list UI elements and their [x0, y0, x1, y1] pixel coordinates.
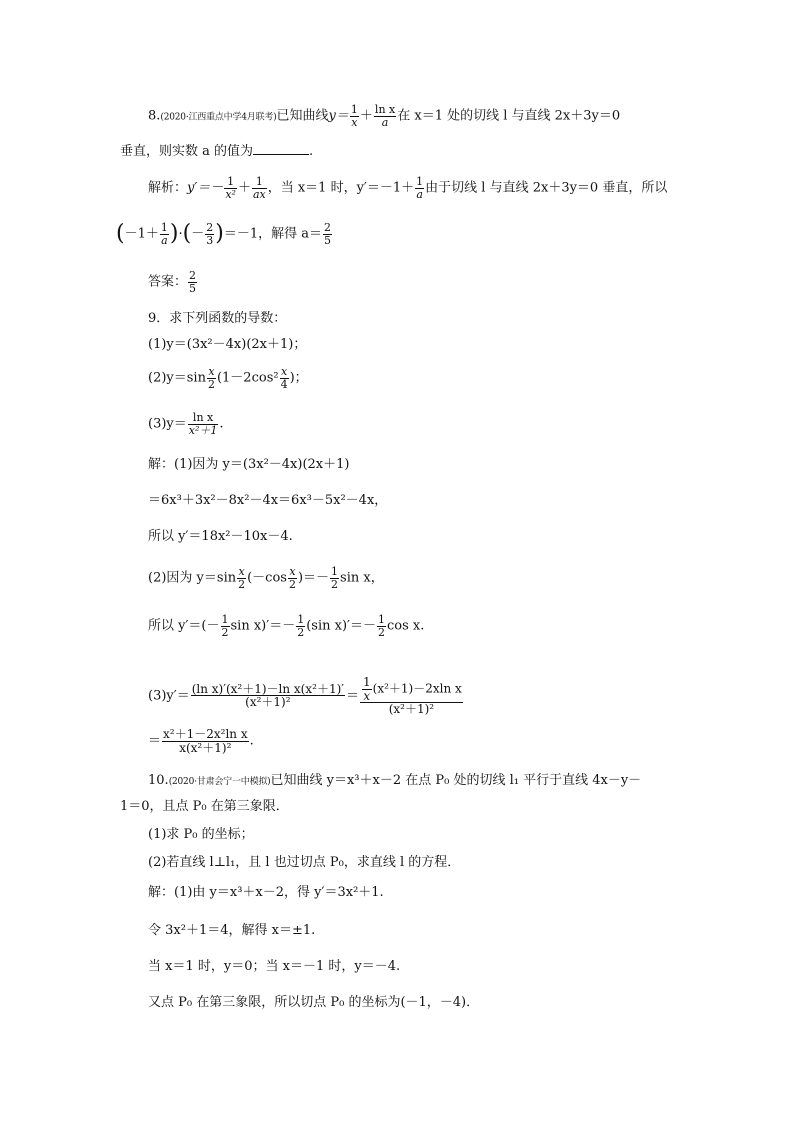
fraction: $\frac{\text{ln x}}{\text{x²＋1}}$ [188, 411, 218, 437]
problem-9-part3 [148, 412, 224, 436]
problem-text: (3)y＝ [148, 416, 187, 432]
problem-9-solution-1c: 所以 y′＝18x²－10x－4. [148, 529, 293, 544]
solution-text: )＝－ [297, 570, 330, 586]
problem-text: (2)y＝sin [148, 370, 206, 386]
problem-9-solution-2a [148, 566, 384, 590]
fraction: $\frac{\text{x²＋1－2x²ln x}}{\text{x(x²＋1)²}}$ [163, 727, 248, 755]
solution-text: sin x)′＝－ [230, 618, 296, 634]
stem-text: 在 x＝1 处的切线 l 与直线 2x＋3y＝0 [397, 108, 621, 124]
stem-text: y＝ [328, 108, 349, 124]
fraction: $\frac{1}{2}$ [331, 565, 339, 591]
solution-text: (3)y′＝ [148, 688, 190, 704]
problem-9-solution-1b: ＝6x³＋3x²－8x²－4x＝6x³－5x²－4x， [148, 493, 388, 508]
problem-9-part2 [148, 366, 308, 390]
problem-9-part1: (1)y＝(3x²－4x)(2x＋1)； [148, 337, 307, 352]
solution-text: · [178, 226, 183, 242]
solution-text: ＝ [148, 733, 162, 749]
solution-text: ，当 x＝1 时，y′＝－1＋ [267, 180, 415, 196]
problem-text: . [219, 416, 224, 432]
problem-9-solution-1a: 解：(1)因为 y＝(3x²－4x)(2x＋1) [148, 457, 350, 472]
stem-text: ＋ [359, 108, 373, 124]
stem-text: 已知曲线 y＝x³＋x－2 在点 P₀ 处的切线 l₁ 平行于直线 4x－y－ [270, 773, 642, 788]
fraction: $\frac{1}{x}$ [350, 103, 358, 129]
stem-text: . [309, 144, 314, 159]
problem-text: (1－2cos² [216, 370, 279, 386]
solution-text: cos x. [386, 618, 425, 634]
fraction: $\frac{1}{2}$ [221, 613, 229, 639]
fraction: $\frac{1}{a}$ [160, 221, 168, 247]
fraction: $\frac{1}{ax}$ [252, 175, 266, 201]
solution-text: . [249, 733, 254, 749]
problem-number: 8. [148, 108, 161, 124]
problem-10-solution-2: 令 3x²＋1＝4，解得 x＝±1. [148, 923, 316, 938]
problem-10-solution-4: 又点 P₀ 在第三象限，所以切点 P₀ 的坐标为(－1，－4)． [148, 995, 480, 1010]
problem-9-solution-2b [148, 614, 424, 638]
solution-text: － [191, 226, 205, 242]
problem-10-solution-3: 当 x＝1 时，y＝0；当 x＝－1 时，y＝－4. [148, 959, 401, 974]
problem-8-solution-line1 [148, 176, 667, 200]
solution-text: ＝－1，解得 a＝ [223, 226, 322, 242]
fraction: $\frac{1}{2}$ [297, 613, 305, 639]
solution-text: －1＋ [124, 226, 159, 242]
problem-9-solution-3a [148, 676, 464, 716]
fraction: $\frac{\text{(ln x)′(x²＋1)－ln x(x²＋1)′}}{\text{(x²＋1)²}}$ [191, 681, 344, 710]
problem-8-answer [148, 270, 198, 294]
problem-source: (2020·江西重点中学4月联考) [160, 112, 277, 123]
fraction: $\frac{1}{2}$ [377, 613, 385, 639]
problem-8-solution-line2: (－1＋ $\frac{1}{a}$ )·(－ $\frac{2}{3}$ )＝－1，解得 a＝ $\frac{2}{5}$ [116, 221, 331, 247]
fraction: $\frac{1}{x}$ (x²＋1)－2xln x (x²＋1)² [360, 676, 463, 716]
stem-text: 垂直，则实数 a 的值为 [120, 144, 254, 159]
fraction: $\frac{2}{5}$ [189, 269, 197, 295]
solution-text: y′＝－ [187, 180, 224, 196]
solution-text: 由于切线 l 与直线 2x＋3y＝0 垂直，所以 [425, 180, 668, 196]
answer-blank [253, 142, 309, 155]
solution-text: sin x， [340, 570, 384, 586]
fraction: $\frac{x}{2}$ [238, 565, 246, 591]
problem-8-stem-line2 [120, 142, 313, 161]
fraction: $\frac{x}{4}$ [280, 365, 288, 391]
problem-10-stem-line1 [148, 772, 641, 791]
solution-text: ＝ [345, 688, 359, 704]
problem-8-stem-line1 [148, 104, 620, 128]
problem-10-question-2: (2)若直线 l⊥l₁，且 l 也过切点 P₀，求直线 l 的方程． [148, 855, 461, 870]
problem-10-solution-1: 解：(1)由 y＝x³＋x－2，得 y′＝3x²＋1. [148, 885, 384, 900]
problem-10-stem-line2: 1＝0，且点 P₀ 在第三象限． [120, 799, 289, 814]
solution-text: ＋ [237, 180, 251, 196]
stem-text: 已知曲线 [276, 108, 329, 124]
fraction: $\frac{\text{ln x}}{a}$ [374, 103, 396, 129]
problem-10-question-1: (1)求 P₀ 的坐标； [148, 827, 254, 842]
fraction: $\frac{2}{5}$ [323, 221, 331, 247]
solution-text: (－cos [247, 570, 287, 586]
problem-number: 10. [148, 773, 169, 788]
problem-9-title: 9．求下列函数的导数： [148, 311, 287, 326]
solution-text: (2)因为 y＝sin [148, 570, 237, 586]
fraction: $\frac{x}{2}$ [207, 365, 215, 391]
fraction: $\frac{1}{a}$ [416, 175, 424, 201]
problem-9-solution-3b [148, 728, 254, 754]
solution-text: 所以 y′＝(－ [148, 618, 220, 634]
problem-text: )； [289, 370, 308, 386]
problem-source: (2020·甘肃会宁一中模拟) [168, 777, 271, 787]
fraction: $\frac{x}{2}$ [288, 565, 296, 591]
fraction: $\frac{1}{\text{x²}}$ [225, 175, 236, 201]
solution-label: 解析： [148, 180, 188, 196]
fraction: $\frac{2}{3}$ [206, 221, 214, 247]
solution-text: (sin x)′＝－ [306, 618, 376, 634]
answer-label: 答案： [148, 274, 188, 290]
